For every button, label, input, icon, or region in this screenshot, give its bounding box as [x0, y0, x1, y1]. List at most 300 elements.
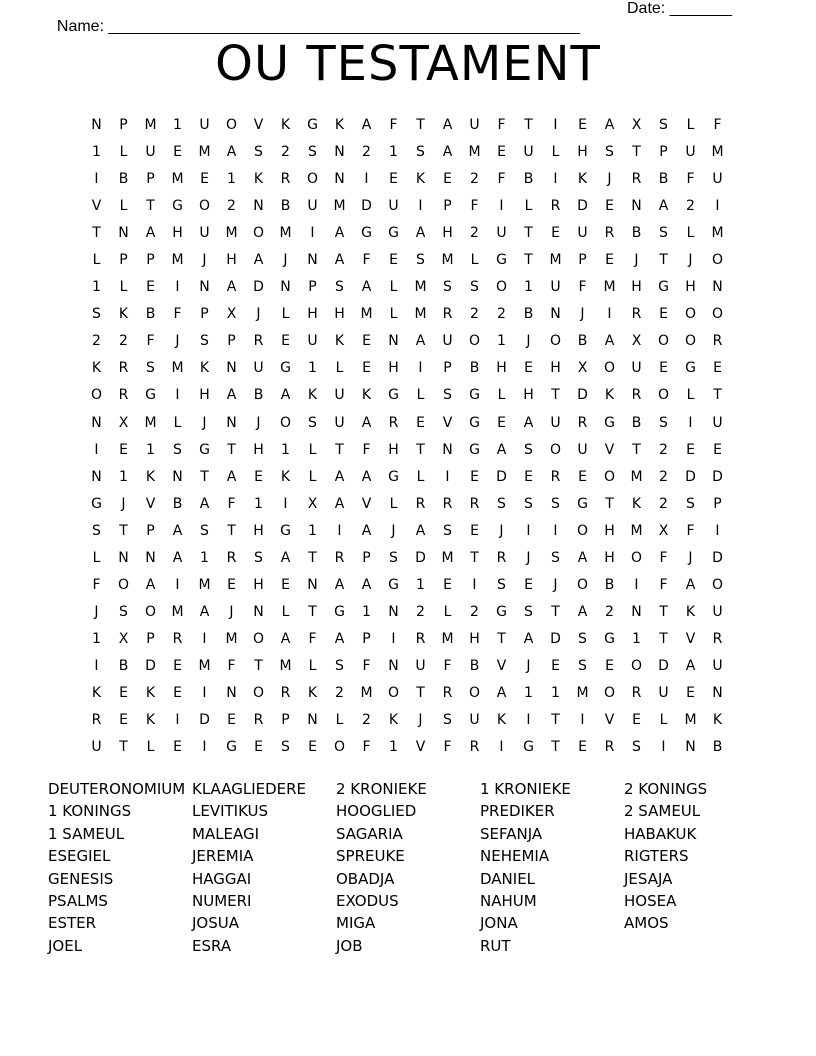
grid-letter[interactable]: O	[657, 333, 670, 350]
grid-letter[interactable]: A	[334, 576, 345, 593]
grid-letter[interactable]: R	[388, 414, 399, 431]
grid-letter[interactable]: K	[496, 712, 507, 729]
grid-letter[interactable]: K	[415, 171, 426, 188]
grid-letter[interactable]: F	[443, 657, 452, 674]
grid-letter[interactable]: B	[145, 306, 156, 323]
grid-letter[interactable]: N	[172, 468, 183, 485]
grid-letter[interactable]: O	[603, 684, 616, 701]
grid-letter[interactable]: J	[553, 576, 558, 593]
grid-letter[interactable]: U	[334, 387, 345, 404]
grid-letter[interactable]: E	[443, 576, 452, 593]
grid-letter[interactable]: O	[468, 333, 481, 350]
grid-letter[interactable]: I	[310, 225, 315, 242]
grid-letter[interactable]: H	[496, 360, 507, 377]
grid-letter[interactable]: D	[253, 279, 264, 296]
grid-letter[interactable]: R	[118, 387, 129, 404]
grid-letter[interactable]: R	[577, 414, 588, 431]
grid-letter[interactable]: 2	[119, 333, 128, 350]
grid-letter[interactable]: V	[145, 495, 156, 512]
grid-letter[interactable]: S	[659, 117, 668, 133]
grid-letter[interactable]: S	[470, 279, 479, 296]
grid-letter[interactable]: M	[414, 279, 427, 296]
grid-letter[interactable]: T	[632, 441, 641, 458]
grid-letter[interactable]: D	[712, 549, 723, 566]
grid-letter[interactable]: G	[604, 630, 615, 647]
grid-letter[interactable]: M	[333, 198, 346, 215]
grid-letter[interactable]: F	[686, 522, 695, 539]
grid-letter[interactable]: R	[334, 549, 345, 566]
grid-letter[interactable]: O	[711, 252, 724, 269]
grid-letter[interactable]: S	[146, 360, 155, 377]
grid-letter[interactable]: 1	[551, 684, 560, 701]
grid-letter[interactable]: H	[388, 360, 399, 377]
grid-letter[interactable]: A	[280, 387, 291, 404]
grid-letter[interactable]: S	[335, 279, 344, 296]
grid-letter[interactable]: J	[283, 252, 288, 269]
grid-letter[interactable]: O	[198, 198, 211, 215]
grid-letter[interactable]: L	[659, 712, 668, 729]
grid-letter[interactable]: N	[226, 414, 237, 431]
grid-letter[interactable]: T	[416, 441, 425, 458]
grid-letter[interactable]: H	[604, 549, 615, 566]
grid-letter[interactable]: L	[470, 252, 479, 269]
grid-letter[interactable]: I	[526, 522, 531, 539]
grid-letter[interactable]: O	[387, 684, 400, 701]
grid-letter[interactable]: R	[469, 495, 480, 512]
grid-letter[interactable]: I	[661, 739, 666, 756]
grid-letter[interactable]: S	[524, 603, 533, 620]
grid-letter[interactable]: R	[415, 630, 426, 647]
grid-letter[interactable]: O	[225, 117, 238, 133]
grid-letter[interactable]: K	[604, 387, 615, 404]
grid-letter[interactable]: A	[685, 576, 696, 593]
grid-letter[interactable]: U	[658, 684, 669, 701]
grid-letter[interactable]: T	[713, 387, 722, 404]
grid-letter[interactable]: 1	[281, 441, 290, 458]
grid-letter[interactable]: K	[253, 171, 264, 188]
grid-letter[interactable]: 1	[92, 630, 101, 647]
grid-letter[interactable]: L	[389, 495, 398, 512]
grid-letter[interactable]: L	[686, 387, 695, 404]
grid-letter[interactable]: T	[551, 712, 560, 729]
grid-letter[interactable]: X	[307, 495, 318, 512]
grid-letter[interactable]: R	[631, 387, 642, 404]
grid-letter[interactable]: I	[202, 739, 207, 756]
grid-letter[interactable]: H	[172, 225, 183, 242]
grid-letter[interactable]: K	[91, 684, 102, 701]
grid-letter[interactable]: G	[388, 576, 399, 593]
grid-letter[interactable]: E	[389, 171, 398, 188]
grid-letter[interactable]: O	[711, 576, 724, 593]
grid-letter[interactable]: L	[416, 387, 425, 404]
grid-letter[interactable]: N	[685, 739, 696, 756]
grid-letter[interactable]: A	[172, 549, 183, 566]
grid-letter[interactable]: N	[334, 144, 345, 161]
grid-letter[interactable]: G	[199, 441, 210, 458]
grid-letter[interactable]: A	[280, 549, 291, 566]
grid-letter[interactable]: A	[199, 495, 210, 512]
grid-letter[interactable]: V	[91, 198, 102, 215]
grid-letter[interactable]: O	[549, 441, 562, 458]
grid-letter[interactable]: E	[605, 252, 614, 269]
grid-letter[interactable]: F	[227, 657, 236, 674]
grid-letter[interactable]: A	[334, 495, 345, 512]
grid-letter[interactable]: U	[550, 279, 561, 296]
grid-letter[interactable]: L	[524, 198, 533, 215]
grid-letter[interactable]: A	[361, 576, 372, 593]
grid-letter[interactable]: M	[441, 630, 454, 647]
grid-letter[interactable]: E	[470, 468, 479, 485]
grid-letter[interactable]: M	[144, 414, 157, 431]
grid-letter[interactable]: K	[577, 171, 588, 188]
grid-letter[interactable]: A	[604, 333, 615, 350]
grid-letter[interactable]: X	[631, 333, 642, 350]
grid-letter[interactable]: M	[360, 306, 373, 323]
grid-letter[interactable]: 2	[470, 603, 479, 620]
grid-letter[interactable]: K	[388, 712, 399, 729]
grid-letter[interactable]: U	[685, 144, 696, 161]
grid-letter[interactable]: K	[334, 333, 345, 350]
grid-letter[interactable]: A	[415, 522, 426, 539]
grid-letter[interactable]: U	[712, 414, 723, 431]
grid-letter[interactable]: U	[91, 739, 102, 756]
grid-letter[interactable]: A	[334, 225, 345, 242]
grid-letter[interactable]: L	[308, 657, 317, 674]
grid-letter[interactable]: I	[688, 414, 693, 431]
grid-letter[interactable]: I	[283, 495, 288, 512]
grid-letter[interactable]: H	[199, 387, 210, 404]
grid-letter[interactable]: U	[712, 171, 723, 188]
grid-letter[interactable]: F	[497, 117, 506, 133]
grid-letter[interactable]: H	[253, 576, 264, 593]
grid-letter[interactable]: F	[578, 279, 587, 296]
grid-letter[interactable]: K	[145, 468, 156, 485]
grid-letter[interactable]: D	[361, 198, 372, 215]
grid-letter[interactable]: X	[658, 522, 669, 539]
grid-letter[interactable]: B	[631, 225, 642, 242]
grid-letter[interactable]: E	[524, 468, 533, 485]
grid-letter[interactable]: H	[442, 225, 453, 242]
grid-letter[interactable]: S	[524, 441, 533, 458]
grid-letter[interactable]: B	[604, 576, 615, 593]
grid-letter[interactable]: T	[524, 225, 533, 242]
grid-letter[interactable]: G	[604, 414, 615, 431]
grid-letter[interactable]: 2	[686, 198, 695, 215]
grid-letter[interactable]: R	[118, 360, 129, 377]
grid-letter[interactable]: E	[119, 441, 128, 458]
grid-letter[interactable]: G	[469, 441, 480, 458]
grid-letter[interactable]: R	[550, 198, 561, 215]
grid-letter[interactable]: 1	[173, 117, 182, 133]
grid-letter[interactable]: J	[499, 522, 504, 539]
grid-letter[interactable]: N	[199, 279, 210, 296]
grid-letter[interactable]: V	[496, 657, 507, 674]
grid-letter[interactable]: S	[551, 549, 560, 566]
grid-letter[interactable]: E	[173, 657, 182, 674]
grid-letter[interactable]: G	[388, 387, 399, 404]
grid-letter[interactable]: M	[171, 603, 184, 620]
grid-letter[interactable]: 2	[470, 171, 479, 188]
grid-letter[interactable]: K	[685, 603, 696, 620]
grid-letter[interactable]: B	[469, 360, 480, 377]
grid-letter[interactable]: R	[604, 225, 615, 242]
grid-letter[interactable]: A	[361, 279, 372, 296]
grid-letter[interactable]: E	[443, 171, 452, 188]
grid-letter[interactable]: A	[361, 468, 372, 485]
grid-letter[interactable]: 1	[254, 495, 263, 512]
grid-letter[interactable]: E	[119, 684, 128, 701]
grid-letter[interactable]: X	[118, 414, 129, 431]
grid-letter[interactable]: F	[362, 441, 371, 458]
grid-letter[interactable]: I	[472, 576, 477, 593]
grid-letter[interactable]: T	[470, 549, 479, 566]
grid-letter[interactable]: P	[119, 117, 128, 133]
grid-letter[interactable]: M	[711, 225, 724, 242]
grid-letter[interactable]: S	[416, 252, 425, 269]
grid-letter[interactable]: A	[145, 225, 156, 242]
grid-letter[interactable]: S	[551, 495, 560, 512]
grid-letter[interactable]: E	[416, 414, 425, 431]
grid-letter[interactable]: U	[253, 360, 264, 377]
grid-letter[interactable]: N	[91, 468, 102, 485]
grid-letter[interactable]: V	[361, 495, 372, 512]
grid-letter[interactable]: P	[362, 549, 371, 566]
grid-letter[interactable]: T	[632, 144, 641, 161]
grid-letter[interactable]: H	[523, 387, 534, 404]
grid-letter[interactable]: G	[523, 739, 534, 756]
grid-letter[interactable]: U	[631, 360, 642, 377]
grid-letter[interactable]: A	[361, 414, 372, 431]
grid-letter[interactable]: I	[364, 171, 369, 188]
grid-letter[interactable]: M	[225, 225, 238, 242]
grid-letter[interactable]: 1	[632, 630, 641, 647]
grid-letter[interactable]: A	[334, 630, 345, 647]
grid-letter[interactable]: O	[657, 387, 670, 404]
grid-letter[interactable]: G	[307, 117, 318, 133]
grid-letter[interactable]: G	[469, 387, 480, 404]
grid-letter[interactable]: F	[308, 630, 317, 647]
grid-letter[interactable]: F	[497, 171, 506, 188]
grid-letter[interactable]: D	[685, 468, 696, 485]
grid-letter[interactable]: I	[175, 387, 180, 404]
grid-letter[interactable]: S	[443, 712, 452, 729]
grid-letter[interactable]: D	[550, 630, 561, 647]
grid-letter[interactable]: H	[685, 279, 696, 296]
grid-letter[interactable]: M	[198, 576, 211, 593]
grid-letter[interactable]: F	[659, 576, 668, 593]
grid-letter[interactable]: S	[659, 225, 668, 242]
grid-letter[interactable]: T	[308, 549, 317, 566]
grid-letter[interactable]: M	[711, 144, 724, 161]
grid-letter[interactable]: T	[551, 387, 560, 404]
grid-letter[interactable]: M	[171, 252, 184, 269]
grid-letter[interactable]: G	[334, 603, 345, 620]
grid-letter[interactable]: 1	[416, 576, 425, 593]
grid-letter[interactable]: E	[362, 360, 371, 377]
grid-letter[interactable]: K	[361, 387, 372, 404]
grid-letter[interactable]: F	[362, 657, 371, 674]
grid-letter[interactable]: H	[604, 522, 615, 539]
grid-letter[interactable]: P	[443, 360, 452, 377]
grid-letter[interactable]: A	[226, 387, 237, 404]
grid-letter[interactable]: O	[549, 333, 562, 350]
grid-letter[interactable]: 2	[416, 603, 425, 620]
grid-letter[interactable]: P	[200, 306, 209, 323]
grid-letter[interactable]: L	[119, 198, 128, 215]
grid-letter[interactable]: H	[469, 630, 480, 647]
grid-letter[interactable]: A	[280, 630, 291, 647]
grid-letter[interactable]: 1	[200, 549, 209, 566]
grid-letter[interactable]: M	[225, 630, 238, 647]
grid-letter[interactable]: O	[468, 684, 481, 701]
grid-letter[interactable]: 2	[335, 684, 344, 701]
grid-letter[interactable]: S	[686, 495, 695, 512]
grid-letter[interactable]: I	[94, 441, 99, 458]
grid-letter[interactable]: H	[631, 279, 642, 296]
grid-letter[interactable]: G	[145, 387, 156, 404]
grid-letter[interactable]: J	[634, 252, 639, 269]
grid-letter[interactable]: J	[526, 657, 531, 674]
grid-letter[interactable]: P	[308, 279, 317, 296]
grid-letter[interactable]: R	[442, 684, 453, 701]
grid-letter[interactable]: E	[578, 117, 587, 133]
grid-letter[interactable]: I	[202, 630, 207, 647]
grid-letter[interactable]: B	[658, 171, 669, 188]
grid-letter[interactable]: X	[577, 360, 588, 377]
grid-letter[interactable]: M	[360, 684, 373, 701]
grid-letter[interactable]: E	[389, 252, 398, 269]
grid-letter[interactable]: N	[307, 576, 318, 593]
grid-letter[interactable]: P	[146, 171, 155, 188]
grid-letter[interactable]: X	[226, 306, 237, 323]
grid-letter[interactable]: F	[659, 549, 668, 566]
grid-letter[interactable]: N	[631, 603, 642, 620]
grid-letter[interactable]: E	[281, 576, 290, 593]
grid-letter[interactable]: P	[227, 333, 236, 350]
grid-letter[interactable]: N	[388, 603, 399, 620]
grid-letter[interactable]: O	[90, 387, 103, 404]
grid-letter[interactable]: E	[551, 225, 560, 242]
grid-letter[interactable]: N	[712, 684, 723, 701]
grid-letter[interactable]: D	[712, 468, 723, 485]
grid-letter[interactable]: S	[389, 549, 398, 566]
grid-letter[interactable]: A	[496, 441, 507, 458]
grid-letter[interactable]: E	[146, 279, 155, 296]
grid-letter[interactable]: O	[117, 576, 130, 593]
grid-letter[interactable]: O	[603, 468, 616, 485]
grid-letter[interactable]: B	[523, 171, 534, 188]
grid-letter[interactable]: I	[94, 657, 99, 674]
grid-letter[interactable]: S	[578, 630, 587, 647]
grid-letter[interactable]: N	[388, 333, 399, 350]
grid-letter[interactable]: O	[495, 279, 508, 296]
grid-letter[interactable]: B	[523, 306, 534, 323]
grid-letter[interactable]: A	[199, 603, 210, 620]
grid-letter[interactable]: B	[469, 657, 480, 674]
grid-letter[interactable]: A	[226, 144, 237, 161]
grid-letter[interactable]: V	[442, 414, 453, 431]
grid-letter[interactable]: N	[280, 279, 291, 296]
grid-letter[interactable]: G	[280, 522, 291, 539]
grid-letter[interactable]: E	[551, 657, 560, 674]
grid-letter[interactable]: S	[92, 522, 101, 539]
grid-letter[interactable]: R	[442, 306, 453, 323]
grid-letter[interactable]: L	[308, 468, 317, 485]
grid-letter[interactable]: D	[577, 387, 588, 404]
grid-letter[interactable]: M	[279, 657, 292, 674]
grid-letter[interactable]: B	[253, 387, 264, 404]
grid-letter[interactable]: J	[688, 252, 693, 269]
grid-letter[interactable]: 2	[92, 333, 101, 350]
grid-letter[interactable]: G	[226, 739, 237, 756]
grid-letter[interactable]: M	[468, 144, 481, 161]
grid-letter[interactable]: A	[145, 576, 156, 593]
grid-letter[interactable]: L	[92, 549, 101, 566]
grid-letter[interactable]: A	[415, 333, 426, 350]
grid-letter[interactable]: E	[173, 144, 182, 161]
grid-letter[interactable]: S	[308, 414, 317, 431]
grid-letter[interactable]: I	[715, 522, 720, 539]
grid-letter[interactable]: A	[577, 603, 588, 620]
grid-letter[interactable]: A	[334, 252, 345, 269]
grid-letter[interactable]: O	[252, 630, 265, 647]
grid-letter[interactable]: F	[443, 739, 452, 756]
grid-letter[interactable]: O	[333, 739, 346, 756]
grid-letter[interactable]: T	[335, 441, 344, 458]
grid-letter[interactable]: K	[199, 360, 210, 377]
grid-letter[interactable]: K	[712, 712, 723, 729]
grid-letter[interactable]: P	[362, 630, 371, 647]
grid-letter[interactable]: 1	[227, 171, 236, 188]
grid-letter[interactable]: L	[92, 252, 101, 269]
grid-letter[interactable]: E	[227, 576, 236, 593]
grid-letter[interactable]: O	[630, 549, 643, 566]
grid-letter[interactable]: U	[469, 712, 480, 729]
grid-letter[interactable]: A	[361, 117, 372, 133]
grid-letter[interactable]: E	[470, 522, 479, 539]
grid-letter[interactable]: F	[146, 333, 155, 350]
grid-letter[interactable]: V	[685, 630, 696, 647]
grid-letter[interactable]: A	[523, 630, 534, 647]
grid-letter[interactable]: 2	[227, 198, 236, 215]
grid-letter[interactable]: 2	[497, 306, 506, 323]
grid-letter[interactable]: F	[713, 117, 722, 133]
grid-letter[interactable]: I	[553, 117, 558, 133]
grid-letter[interactable]: J	[418, 712, 423, 729]
grid-letter[interactable]: N	[712, 279, 723, 296]
grid-letter[interactable]: H	[334, 306, 345, 323]
grid-letter[interactable]: N	[253, 198, 264, 215]
grid-letter[interactable]: P	[578, 252, 587, 269]
grid-letter[interactable]: I	[418, 198, 423, 215]
grid-letter[interactable]: U	[577, 225, 588, 242]
grid-letter[interactable]: L	[335, 712, 344, 729]
grid-letter[interactable]: A	[253, 252, 264, 269]
grid-letter[interactable]: L	[281, 603, 290, 620]
grid-letter[interactable]: U	[469, 117, 480, 133]
grid-letter[interactable]: J	[229, 603, 234, 620]
grid-letter[interactable]: L	[335, 360, 344, 377]
grid-letter[interactable]: R	[91, 712, 102, 729]
grid-letter[interactable]: D	[496, 468, 507, 485]
grid-letter[interactable]: T	[254, 657, 263, 674]
grid-letter[interactable]: H	[388, 441, 399, 458]
grid-letter[interactable]: E	[497, 144, 506, 161]
grid-letter[interactable]: A	[361, 522, 372, 539]
grid-letter[interactable]: S	[443, 387, 452, 404]
grid-letter[interactable]: L	[416, 468, 425, 485]
grid-letter[interactable]: M	[441, 252, 454, 269]
